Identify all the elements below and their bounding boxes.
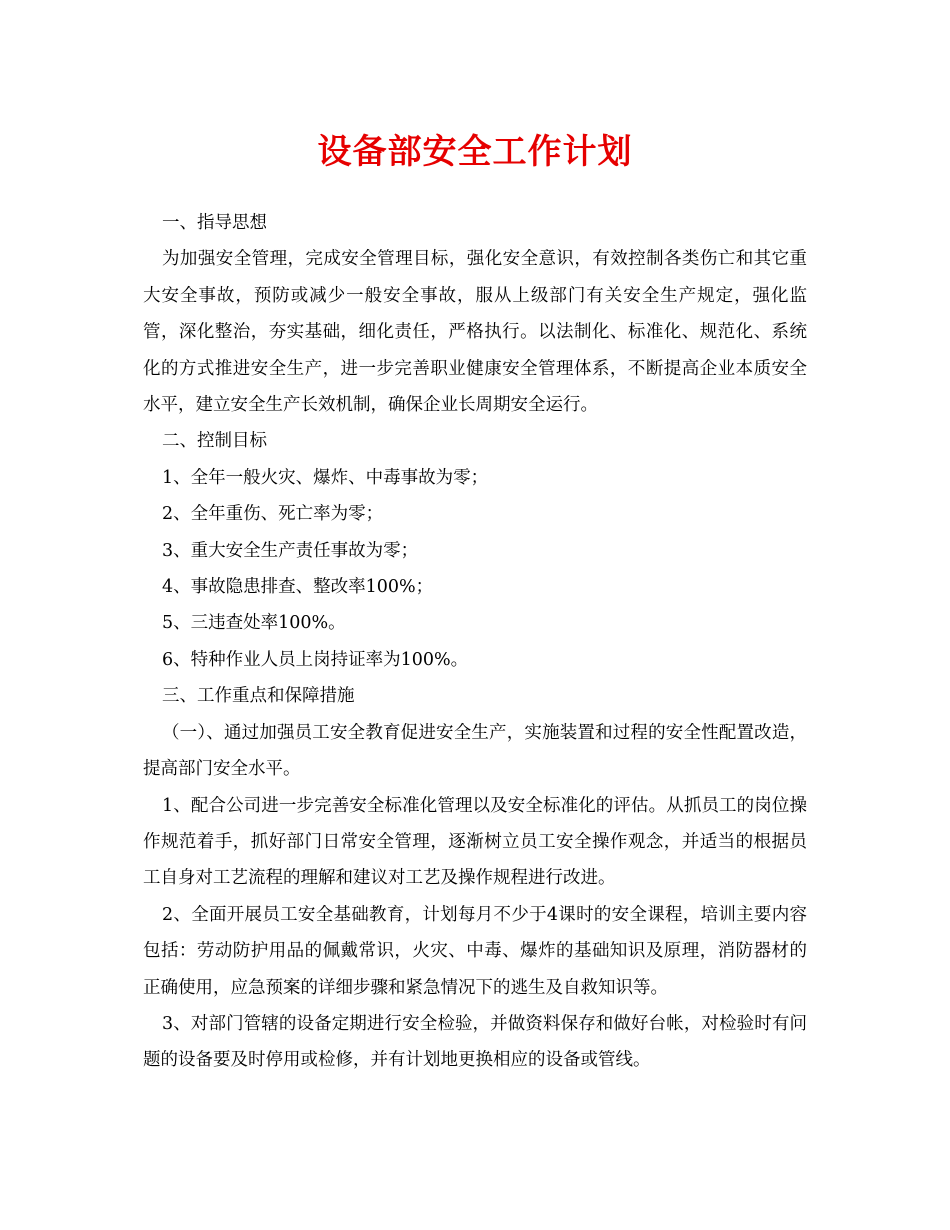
list-item: 2、全年重伤、死亡率为零；: [162, 504, 384, 525]
paragraph: 3、对部门管辖的设备定期进行安全检验，并做资料保存和做好台帐，对检验时有问题的设备要及时停用或检修，并有计划地更换相应的设备或管线。: [143, 1013, 807, 1071]
sub-section-heading: （一）、通过加强员工安全教育促进安全生产，实施装置和过程的安全性配置改造，提高部门安全水平。: [143, 722, 807, 780]
document-title: 设备部安全工作计划: [317, 132, 633, 172]
list-item: 5、三违查处率100%。: [162, 613, 346, 634]
list-item: 1、全年一般火灾、爆炸、中毒事故为零；: [162, 467, 489, 488]
paragraph: 1、配合公司进一步完善安全标准化管理以及安全标准化的评估。从抓员工的岗位操作规范着手，抓好部门日常安全管理，逐渐树立员工安全操作观念，并适当的根据员工自身对工艺流程的理解和建议对工艺及操作规程进行改进。: [143, 795, 807, 889]
document-body: [143, 205, 807, 1079]
paragraph: 为加强安全管理，完成安全管理目标，强化安全意识，有效控制各类伤亡和其它重大安全事故，预防或减少一般安全事故，服从上级部门有关安全生产规定，强化监管，深化整治，夯实基础，细化责任，严格执行。以法制化、标准化、规范化、系统化的方式推进安全生产，进一步完善职业健康安全管理体系，不断提高企业本质安全水平，建立安全生产长效机制，确保企业长周期安全运行。: [143, 249, 807, 416]
section-heading: 三、工作重点和保障措施: [162, 686, 355, 707]
list-item: 4、事故隐患排查、整改率100%；: [162, 577, 434, 598]
section-heading: 一、指导思想: [162, 213, 267, 233]
section-heading: 二、控制目标: [162, 431, 267, 452]
list-item: 6、特种作业人员上岗持证率为100%。: [162, 649, 469, 670]
paragraph: 2、全面开展员工安全基础教育，计划每月不少于4课时的安全课程，培训主要内容包括：劳动防护用品的佩戴常识，火灾、中毒、爆炸的基础知识及原理，消防器材的正确使用，应急预案的详细步骤和紧急情况下的逃生及自救知识等。: [143, 904, 807, 998]
list-item: 3、重大安全生产责任事故为零；: [162, 540, 419, 561]
